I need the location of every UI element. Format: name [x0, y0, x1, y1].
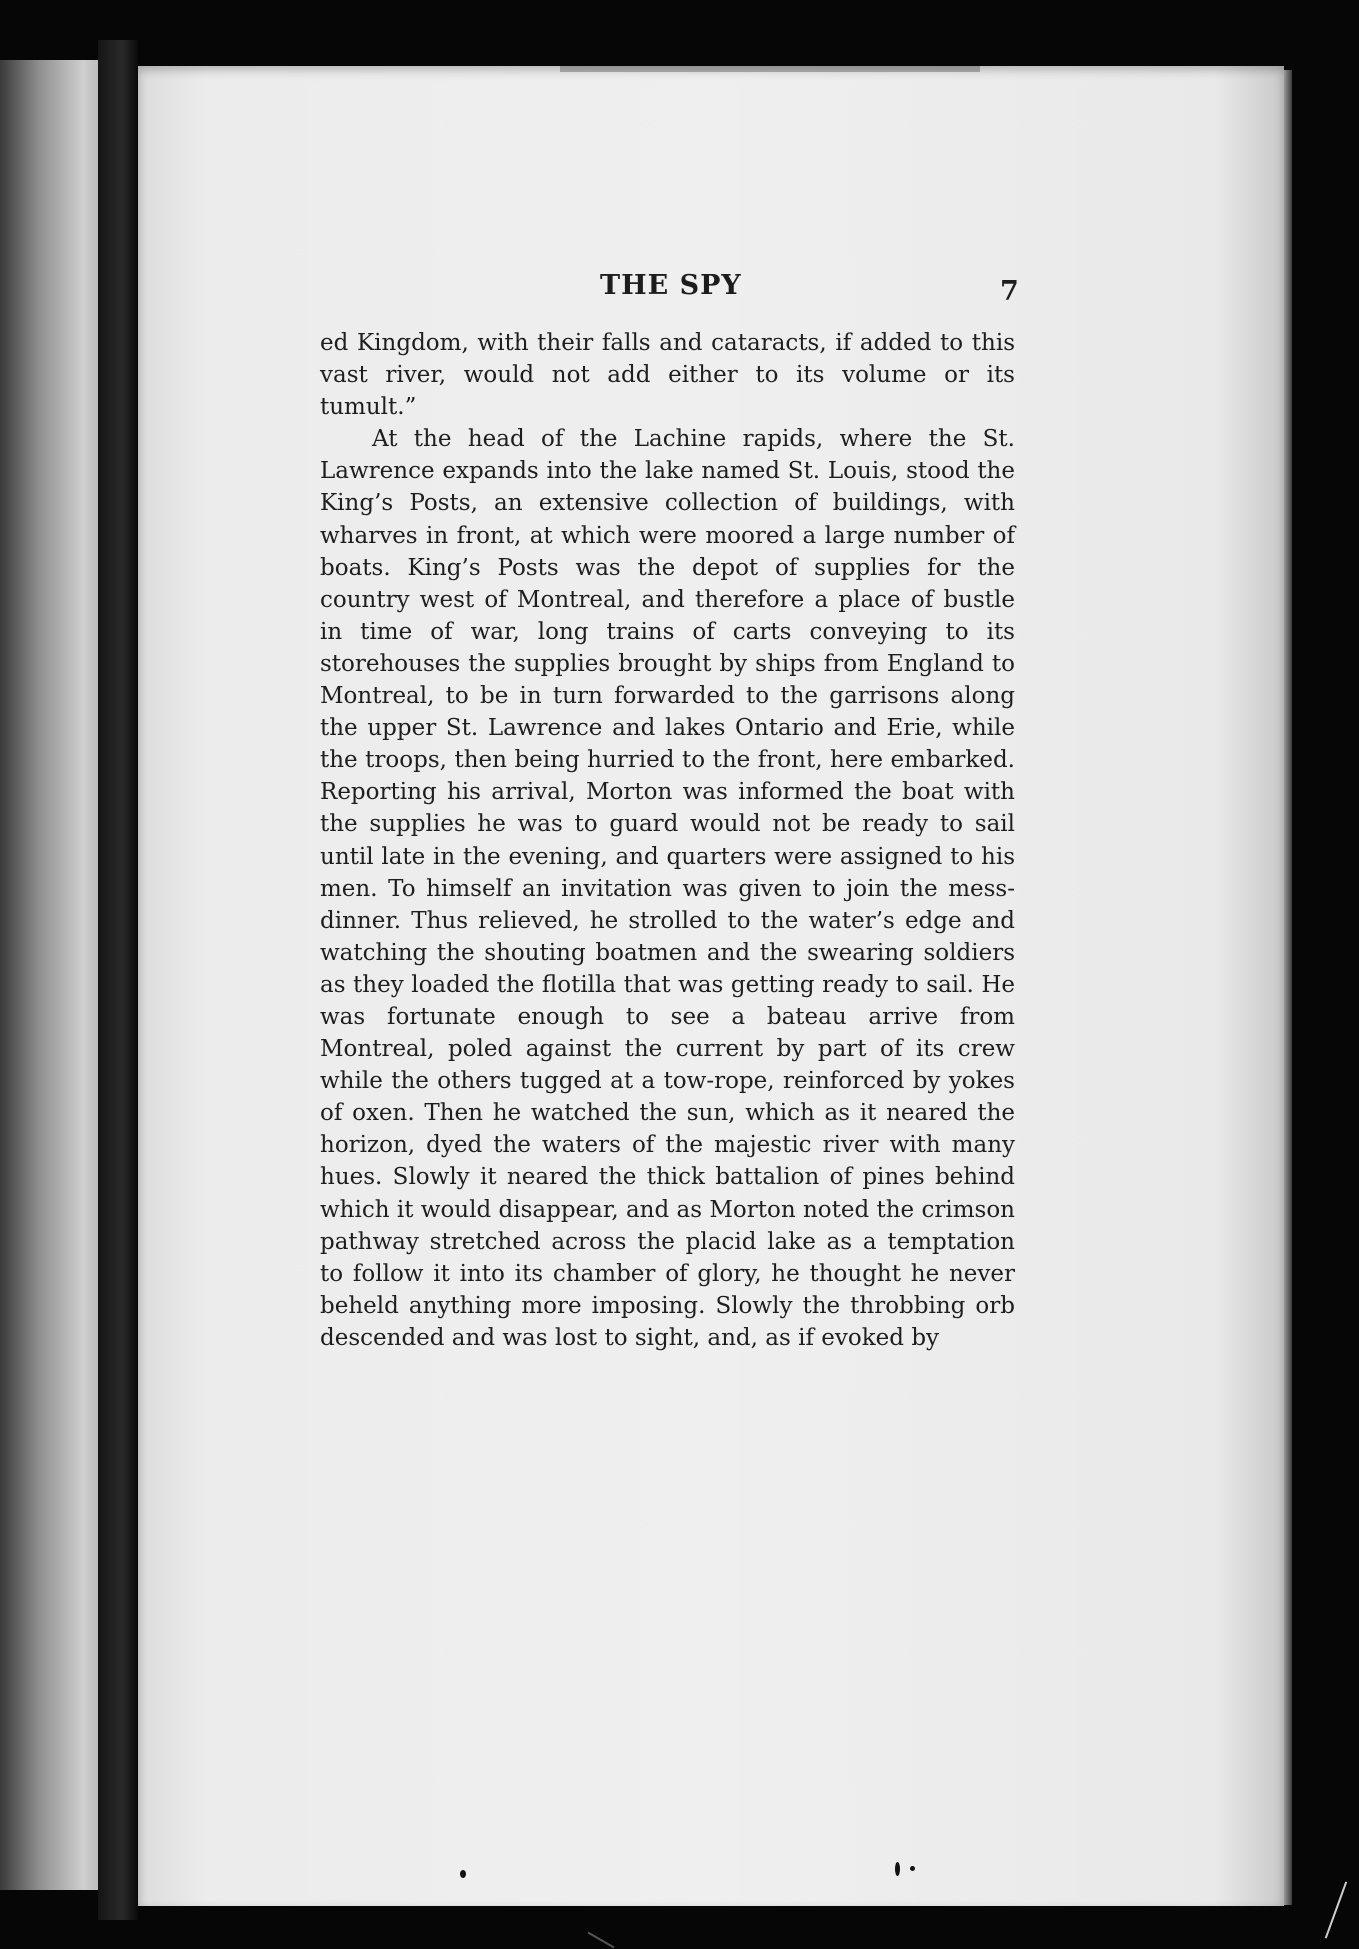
page-right-edge — [1284, 70, 1292, 1905]
body-text — [320, 327, 1015, 1354]
running-title: THE SPY — [600, 270, 742, 301]
paragraph: At the head of the Lachine rapids, where the St. Lawrence expands into the lake named St. Louis, stood the King’s Posts, an extensive collection of buildings, with wharves in front, at which were moored a large number of boats. King’s Posts was the depot of supplies for the country west of Montreal, and therefore a place of bustle in time of war, long trains of carts conveying to its storehouses the supplies brought by ships from England to Montreal, to be in turn forwarded to the garrisons along the upper St. Lawrence and lakes Ontario and Erie, while the troops, then being hurried to the front, here embarked. Reporting his arrival, Morton was informed the boat with the supplies he was to guard would not be ready to sail until late in the evening, and quarters were assigned to his men. To himself an invitation was given to join the mess-dinner. Thus relieved, he strolled to the water’s edge and watching the shouting boatmen and the swearing soldiers as they loaded the flotilla that was getting ready to sail. He was fortunate enough to see a bateau arrive from Montreal, poled against the current by part of its crew while the others tugged at a tow-rope, reinforced by yokes of oxen. Then he watched the sun, which as it neared the horizon, dyed the waters of the majestic river with many hues. Slowly it neared the thick battalion of pines behind which it would disappear, and as Morton noted the crimson pathway stretched across the placid lake as a temptation to follow it into its chamber of glory, he thought he never beheld anything more imposing. Slowly the throbbing orb descended and was lost to sight, and, as if evoked by — [320, 426, 1015, 1351]
page-header — [320, 270, 1020, 310]
speck — [460, 1870, 466, 1878]
left-facing-page-edge — [0, 60, 98, 1890]
film-scratch — [588, 1932, 615, 1949]
book-gutter — [98, 40, 138, 1920]
paragraph: ed Kingdom, with their falls and cataracts, if added to this vast river, would not add either to its volume or its tumult.” — [320, 330, 1015, 421]
speck — [910, 1866, 915, 1871]
page-number: 7 — [1000, 276, 1019, 307]
speck — [895, 1862, 900, 1876]
top-edge-smudge — [560, 66, 980, 72]
film-scratch — [1325, 1881, 1347, 1938]
